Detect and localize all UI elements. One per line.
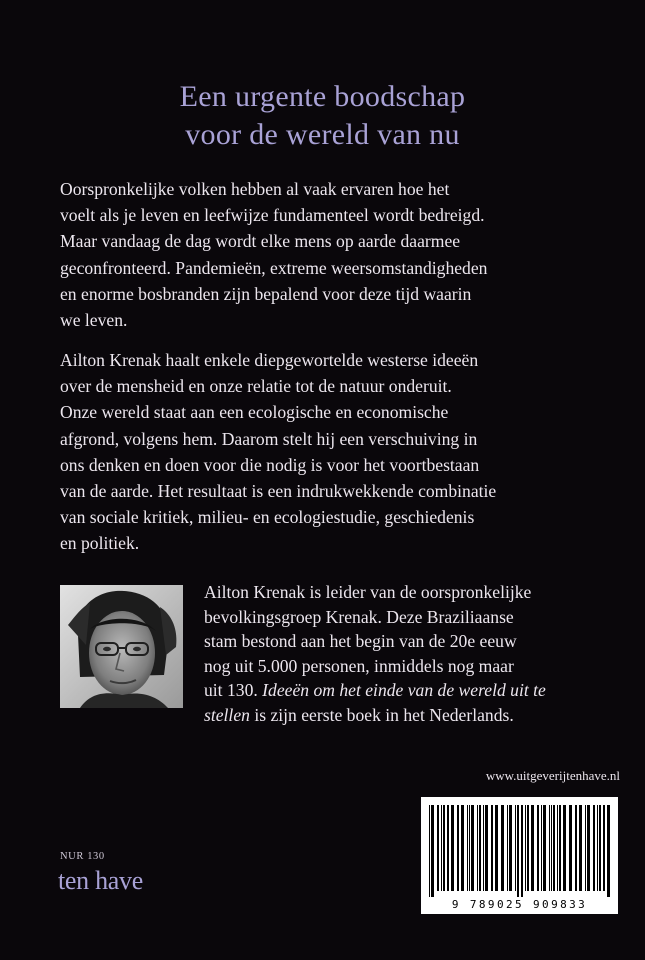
barcode-bar	[483, 805, 484, 891]
barcode-bar	[467, 805, 468, 891]
paragraph-line: afgrond, volgens hem. Daarom stelt hij een verschuiving in	[60, 428, 478, 449]
barcode-bar	[553, 805, 555, 891]
barcode-bar	[447, 805, 449, 891]
barcode-bar	[551, 805, 552, 891]
bio-text: is zijn eerste boek in het Nederlands.	[249, 704, 514, 725]
barcode-bar	[521, 805, 523, 897]
barcode-bar	[491, 805, 493, 891]
paragraph-line: en politiek.	[60, 533, 140, 554]
barcode-bar	[607, 805, 610, 897]
barcode-bar	[431, 805, 434, 897]
barcode-bar	[501, 805, 504, 891]
bio-line: bevolkingsgroep Krenak. Deze Braziliaanse	[204, 606, 514, 627]
barcode-bar	[495, 805, 498, 891]
barcode-bar	[541, 805, 542, 891]
barcode-bar	[515, 805, 516, 891]
description-paragraph-2	[60, 347, 620, 557]
barcode-bar	[531, 805, 534, 891]
book-title-part-1: Ideeën om het einde van de wereld uit te	[262, 680, 546, 701]
barcode-bar	[527, 805, 529, 891]
bio-line	[204, 703, 624, 728]
paragraph-line: Oorspronkelijke volken hebben al vaak ervaren hoe het	[60, 179, 450, 199]
barcode-bar	[471, 805, 474, 891]
paragraph-line: van sociale kritiek, milieu- en ecologiestudie, geschiedenis	[60, 507, 475, 528]
barcode-bars	[421, 797, 618, 897]
barcode-bar	[537, 805, 539, 891]
bio-line: nog uit 5.000 personen, inmiddels nog maar	[204, 655, 514, 676]
bio-text: uit 130.	[204, 680, 263, 701]
paragraph-line: en enorme bosbranden zijn bepalend voor deze tijd waarin	[60, 283, 472, 304]
author-portrait-image	[60, 585, 183, 708]
paragraph-line: over de mensheid en onze relatie tot de natuur onderuit.	[60, 376, 452, 397]
headline-line-2: voor de wereld van nu	[185, 118, 460, 151]
barcode-bar	[579, 805, 582, 891]
barcode-bar	[575, 805, 577, 891]
barcode-bar	[599, 805, 601, 891]
book-title-part-2: stellen	[204, 704, 250, 725]
barcode-bar	[461, 805, 464, 891]
isbn-number: 9 789025 909833	[451, 898, 588, 911]
barcode-bar	[429, 805, 430, 897]
paragraph-line: ons denken en doen voor die nodig is voor het voortbestaan	[60, 454, 480, 475]
author-bio	[204, 580, 624, 728]
barcode-bar	[543, 805, 546, 891]
publisher-logo: ten have	[58, 866, 143, 895]
paragraph-line: van de aarde. Het resultaat is een indrukwekkende combinatie	[60, 481, 497, 502]
bio-line: stam bestond aan het begin van de 20e eeuw	[204, 631, 517, 652]
barcode-bar	[457, 805, 459, 891]
barcode-bar	[477, 805, 478, 891]
barcode-bar	[557, 805, 558, 891]
barcode-bar	[441, 805, 442, 891]
paragraph-line: geconfronteerd. Pandemieën, extreme weersomstandigheden	[60, 257, 488, 278]
barcode-bar	[525, 805, 526, 891]
barcode-bar	[509, 805, 512, 891]
paragraph-line: voelt als je leven en leefwijze fundamenteel wordt bedreigd.	[60, 205, 485, 226]
barcode-bar	[479, 805, 481, 891]
author-photo	[60, 585, 183, 708]
description-paragraph-1	[60, 176, 620, 333]
barcode-bar	[597, 805, 598, 891]
headline	[0, 78, 645, 154]
headline-line-1: Een urgente boodschap	[179, 80, 466, 113]
isbn-barcode	[421, 797, 618, 914]
publisher-website: www.uitgeverijtenhave.nl	[485, 768, 620, 783]
barcode-bar	[585, 805, 586, 891]
barcode-bar	[603, 805, 605, 891]
barcode-bar	[451, 805, 454, 891]
barcode-bar	[559, 805, 561, 891]
barcode-bar	[587, 805, 590, 891]
bio-line: Ailton Krenak is leider van de oorspronkelijke	[204, 582, 532, 602]
barcode-bar	[469, 805, 470, 891]
paragraph-line: we leven.	[60, 310, 128, 331]
nur-code: NUR 130	[60, 851, 105, 862]
paragraph-line: Onze wereld staat aan een ecologische en economische	[60, 402, 449, 423]
barcode-bar	[437, 805, 439, 891]
paragraph-line: Maar vandaag de dag wordt elke mens op aarde daarmee	[60, 231, 461, 252]
barcode-bar	[563, 805, 566, 891]
barcode-bar	[485, 805, 488, 891]
barcode-bar	[593, 805, 595, 891]
barcode-bar	[549, 805, 550, 891]
paragraph-line: Ailton Krenak haalt enkele diepgewortelde westerse ideeën	[60, 350, 479, 370]
barcode-bar	[569, 805, 572, 891]
barcode-bar	[443, 805, 445, 891]
barcode-bar	[507, 805, 508, 891]
barcode-bar	[517, 805, 519, 897]
bio-line	[204, 678, 624, 703]
